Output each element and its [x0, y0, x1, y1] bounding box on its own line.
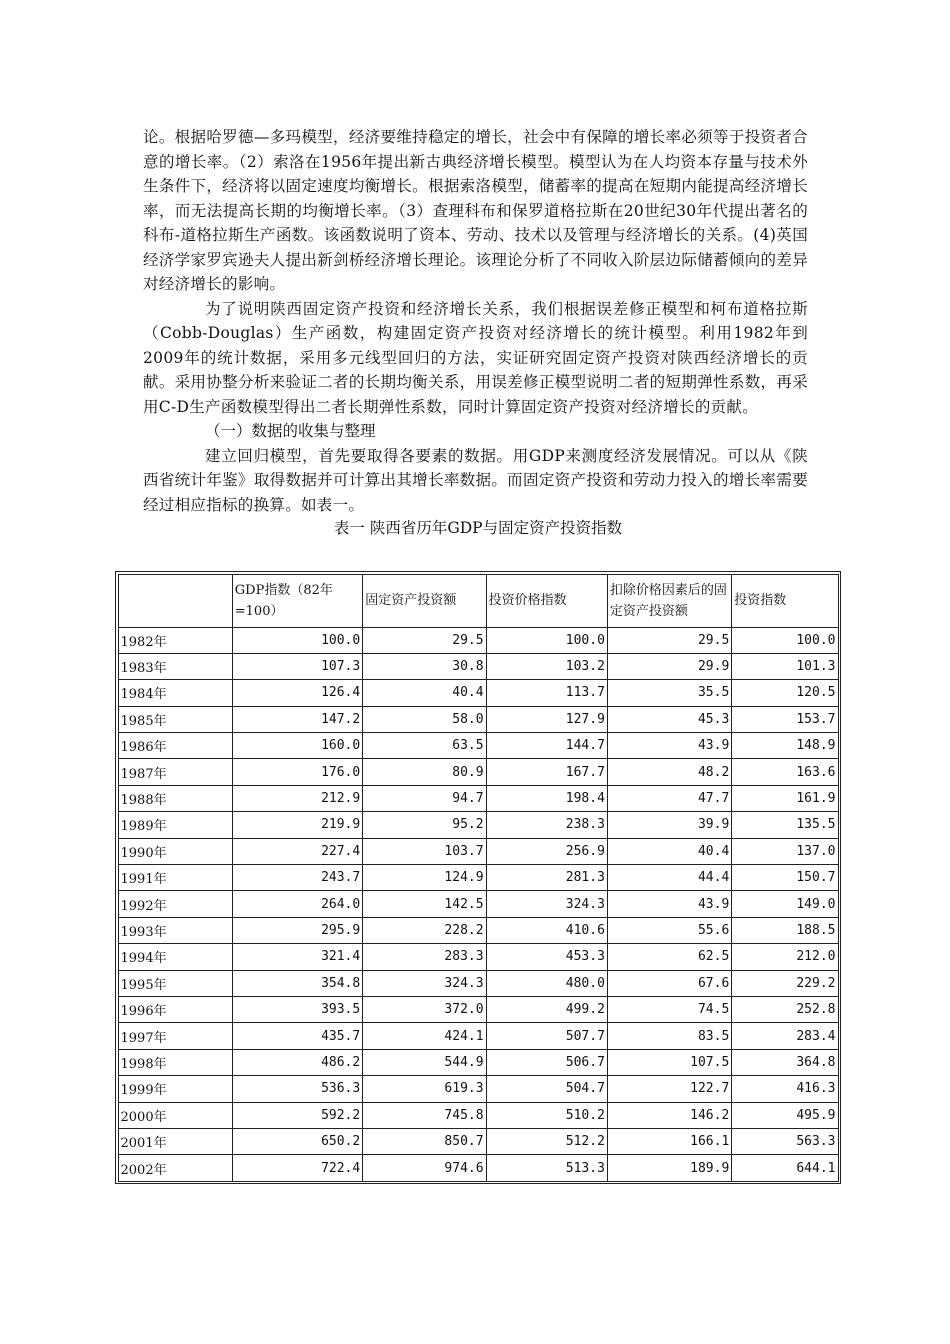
value-cell: 94.7 — [363, 785, 486, 811]
value-cell: 142.5 — [363, 891, 486, 917]
value-cell: 150.7 — [732, 865, 838, 891]
paragraph-growth-theories: 论。根据哈罗德—多玛模型，经济要维持稳定的增长，社会中有保障的增长率必须等于投资者合意的增长率。（2）索洛在1956年提出新古典经济增长模型。模型认为在人均资本存量与技术外生条件下，经济将以固定速度均衡增长。根据索洛模型，储蓄率的提高在短期内能提高经济增长率，而无法提高长期的均衡增长率。（3）查理科布和保罗道格拉斯在20世纪30年代提出著名的科布-道格拉斯生产函数。该函数说明了资本、劳动、技术以及管理与经济增长的关系。(4)英国经济学家罗宾逊夫人提出新剑桥经济增长理论。该理论分析了不同收入阶层边际储蓄倾向的差异对经济增长的影响。 — [143, 128, 808, 293]
year-cell: 1991年 — [118, 865, 232, 891]
header-price-index: 投资价格指数 — [486, 574, 607, 627]
table-row — [118, 917, 838, 943]
value-cell: 424.1 — [363, 1023, 486, 1049]
value-cell: 295.9 — [232, 917, 362, 943]
value-cell: 512.2 — [486, 1128, 607, 1154]
table-row — [118, 1023, 838, 1049]
value-cell: 55.6 — [607, 917, 731, 943]
table-row — [118, 1155, 838, 1181]
value-cell: 35.5 — [607, 680, 731, 706]
table-row — [118, 706, 838, 732]
value-cell: 74.5 — [607, 996, 731, 1022]
value-cell: 650.2 — [232, 1128, 362, 1154]
value-cell: 62.5 — [607, 944, 731, 970]
value-cell: 148.9 — [732, 733, 838, 759]
table-row — [118, 1049, 838, 1075]
year-cell: 1995年 — [118, 970, 232, 996]
value-cell: 176.0 — [232, 759, 362, 785]
value-cell: 974.6 — [363, 1155, 486, 1181]
paragraph-model-description: 为了说明陕西固定资产投资和经济增长关系，我们根据误差修正模型和柯布道格拉斯（Cobb-Douglas）生产函数，构建固定资产投资对经济增长的统计模型。利用1982年到2009年的统计数据，采用多元线型回归的方法，实证研究固定资产投资对陕西经济增长的贡献。采用协整分析来验证二者的长期均衡关系，用误差修正模型说明二者的短期弹性系数，再采用C-D生产函数模型得出二者长期弹性系数，同时计算固定资产投资对经济增长的贡献。 — [143, 299, 808, 416]
value-cell: 120.5 — [732, 680, 838, 706]
table-row — [118, 627, 838, 653]
value-cell: 321.4 — [232, 944, 362, 970]
value-cell: 58.0 — [363, 706, 486, 732]
year-cell: 1993年 — [118, 917, 232, 943]
value-cell: 283.3 — [363, 944, 486, 970]
value-cell: 144.7 — [486, 733, 607, 759]
value-cell: 324.3 — [363, 970, 486, 996]
value-cell: 149.0 — [732, 891, 838, 917]
header-gdp-index: GDP指数（82年=100） — [232, 574, 362, 627]
year-cell: 1988年 — [118, 785, 232, 811]
year-cell: 2001年 — [118, 1128, 232, 1154]
header-fixed-investment: 固定资产投资额 — [363, 574, 486, 627]
year-cell: 1984年 — [118, 680, 232, 706]
value-cell: 354.8 — [232, 970, 362, 996]
value-cell: 745.8 — [363, 1102, 486, 1128]
value-cell: 45.3 — [607, 706, 731, 732]
value-cell: 163.6 — [732, 759, 838, 785]
value-cell: 281.3 — [486, 865, 607, 891]
value-cell: 410.6 — [486, 917, 607, 943]
value-cell: 30.8 — [363, 653, 486, 679]
value-cell: 850.7 — [363, 1128, 486, 1154]
year-cell: 1998年 — [118, 1049, 232, 1075]
value-cell: 103.7 — [363, 838, 486, 864]
year-cell: 1997年 — [118, 1023, 232, 1049]
table-row — [118, 759, 838, 785]
value-cell: 189.9 — [607, 1155, 731, 1181]
year-cell: 1987年 — [118, 759, 232, 785]
value-cell: 504.7 — [486, 1076, 607, 1102]
value-cell: 103.2 — [486, 653, 607, 679]
value-cell: 101.3 — [732, 653, 838, 679]
value-cell: 372.0 — [363, 996, 486, 1022]
paragraph-data-sources: 建立回归模型，首先要取得各要素的数据。用GDP来测度经济发展情况。可以从《陕西省统计年鉴》取得数据并可计算出其增长率数据。而固定资产投资和劳动力投入的增长率需要经过相应指标的换算。如表一。 — [143, 446, 808, 514]
header-investment-index: 投资指数 — [732, 574, 838, 627]
table-row — [118, 680, 838, 706]
value-cell: 39.9 — [607, 812, 731, 838]
value-cell: 510.2 — [486, 1102, 607, 1128]
table-row — [118, 812, 838, 838]
value-cell: 113.7 — [486, 680, 607, 706]
year-cell: 2002年 — [118, 1155, 232, 1181]
value-cell: 480.0 — [486, 970, 607, 996]
value-cell: 107.3 — [232, 653, 362, 679]
value-cell: 212.9 — [232, 785, 362, 811]
value-cell: 167.7 — [486, 759, 607, 785]
table-row — [118, 838, 838, 864]
value-cell: 227.4 — [232, 838, 362, 864]
table-row — [118, 1102, 838, 1128]
year-cell: 1992年 — [118, 891, 232, 917]
value-cell: 153.7 — [732, 706, 838, 732]
header-real-investment: 扣除价格因素后的固定资产投资额 — [607, 574, 731, 627]
table-row — [118, 733, 838, 759]
table-row — [118, 1076, 838, 1102]
value-cell: 29.9 — [607, 653, 731, 679]
table-row — [118, 1128, 838, 1154]
value-cell: 126.4 — [232, 680, 362, 706]
value-cell: 160.0 — [232, 733, 362, 759]
value-cell: 416.3 — [732, 1076, 838, 1102]
value-cell: 147.2 — [232, 706, 362, 732]
table-row — [118, 970, 838, 996]
table-row — [118, 944, 838, 970]
value-cell: 499.2 — [486, 996, 607, 1022]
value-cell: 95.2 — [363, 812, 486, 838]
year-cell: 1994年 — [118, 944, 232, 970]
value-cell: 166.1 — [607, 1128, 731, 1154]
value-cell: 229.2 — [732, 970, 838, 996]
value-cell: 563.3 — [732, 1128, 838, 1154]
value-cell: 219.9 — [232, 812, 362, 838]
value-cell: 135.5 — [732, 812, 838, 838]
value-cell: 238.3 — [486, 812, 607, 838]
data-table — [118, 574, 839, 1182]
year-cell: 2000年 — [118, 1102, 232, 1128]
value-cell: 29.5 — [363, 627, 486, 653]
gdp-investment-table — [115, 571, 841, 1184]
year-cell: 1999年 — [118, 1076, 232, 1102]
value-cell: 507.7 — [486, 1023, 607, 1049]
year-cell: 1983年 — [118, 653, 232, 679]
value-cell: 100.0 — [486, 627, 607, 653]
value-cell: 137.0 — [732, 838, 838, 864]
value-cell: 644.1 — [732, 1155, 838, 1181]
value-cell: 29.5 — [607, 627, 731, 653]
value-cell: 188.5 — [732, 917, 838, 943]
table-header-row — [118, 574, 838, 627]
value-cell: 48.2 — [607, 759, 731, 785]
value-cell: 43.9 — [607, 891, 731, 917]
value-cell: 435.7 — [232, 1023, 362, 1049]
table-row — [118, 785, 838, 811]
year-cell: 1989年 — [118, 812, 232, 838]
value-cell: 43.9 — [607, 733, 731, 759]
value-cell: 264.0 — [232, 891, 362, 917]
value-cell: 83.5 — [607, 1023, 731, 1049]
value-cell: 228.2 — [363, 917, 486, 943]
value-cell: 544.9 — [363, 1049, 486, 1075]
value-cell: 536.3 — [232, 1076, 362, 1102]
value-cell: 324.3 — [486, 891, 607, 917]
table-row — [118, 865, 838, 891]
value-cell: 44.4 — [607, 865, 731, 891]
value-cell: 283.4 — [732, 1023, 838, 1049]
value-cell: 252.8 — [732, 996, 838, 1022]
section-heading-data-collection: （一）数据的收集与整理 — [205, 422, 376, 440]
value-cell: 122.7 — [607, 1076, 731, 1102]
value-cell: 619.3 — [363, 1076, 486, 1102]
value-cell: 592.2 — [232, 1102, 362, 1128]
value-cell: 495.9 — [732, 1102, 838, 1128]
table-row — [118, 996, 838, 1022]
value-cell: 722.4 — [232, 1155, 362, 1181]
value-cell: 80.9 — [363, 759, 486, 785]
value-cell: 40.4 — [363, 680, 486, 706]
value-cell: 198.4 — [486, 785, 607, 811]
value-cell: 63.5 — [363, 733, 486, 759]
value-cell: 243.7 — [232, 865, 362, 891]
header-year — [118, 574, 232, 627]
year-cell: 1990年 — [118, 838, 232, 864]
year-cell: 1996年 — [118, 996, 232, 1022]
table-row — [118, 653, 838, 679]
value-cell: 100.0 — [732, 627, 838, 653]
value-cell: 513.3 — [486, 1155, 607, 1181]
value-cell: 146.2 — [607, 1102, 731, 1128]
table-caption: 表一 陕西省历年GDP与固定资产投资指数 — [333, 519, 623, 537]
value-cell: 161.9 — [732, 785, 838, 811]
table-body — [118, 627, 838, 1181]
table-row — [118, 891, 838, 917]
value-cell: 107.5 — [607, 1049, 731, 1075]
value-cell: 100.0 — [232, 627, 362, 653]
value-cell: 486.2 — [232, 1049, 362, 1075]
document-body — [143, 125, 808, 539]
value-cell: 40.4 — [607, 838, 731, 864]
value-cell: 47.7 — [607, 785, 731, 811]
year-cell: 1982年 — [118, 627, 232, 653]
value-cell: 124.9 — [363, 865, 486, 891]
value-cell: 364.8 — [732, 1049, 838, 1075]
value-cell: 393.5 — [232, 996, 362, 1022]
value-cell: 453.3 — [486, 944, 607, 970]
value-cell: 256.9 — [486, 838, 607, 864]
value-cell: 67.6 — [607, 970, 731, 996]
value-cell: 506.7 — [486, 1049, 607, 1075]
value-cell: 212.0 — [732, 944, 838, 970]
year-cell: 1985年 — [118, 706, 232, 732]
year-cell: 1986年 — [118, 733, 232, 759]
value-cell: 127.9 — [486, 706, 607, 732]
